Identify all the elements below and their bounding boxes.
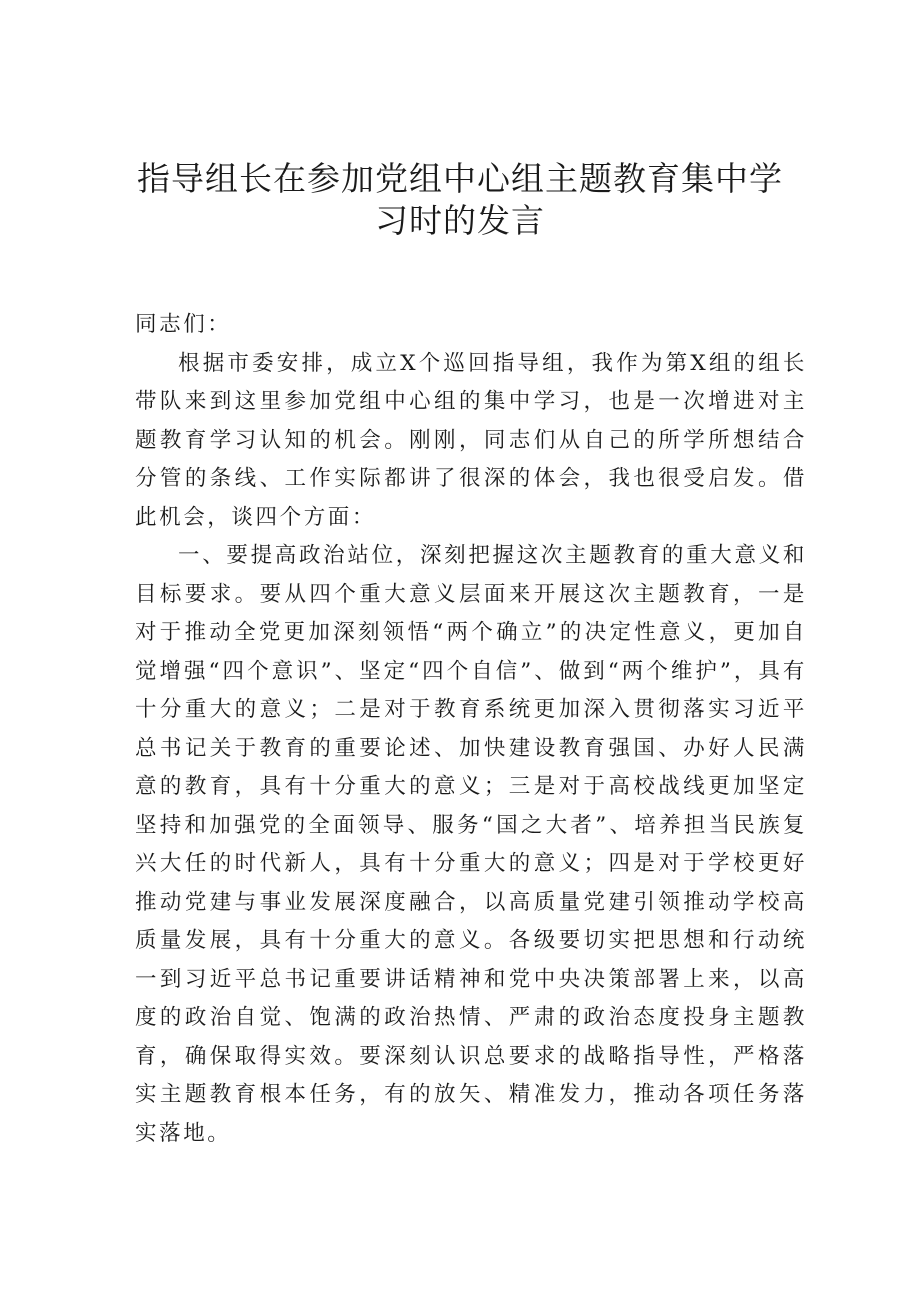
salutation: 同志们： <box>135 312 232 337</box>
paragraph-section-one: 一、要提高政治站位，深刻把握这次主题教育的重大意义和目标要求。要从四个重大意义层面来开展这次主题教育，一是对于推动全党更加深刻领悟“两个确立”的决定性意义，更加自觉增强“四个意识”、坚定“四个自信”、做到“两个维护”，具有十分重大的意义；二是对于教育系统更加深入贯彻落实习近平总书记关于教育的重要论述、加快建设教育强国、办好人民满意的教育，具有十分重大的意义；三是对于高校战线更加坚定坚持和加强党的全面领导、服务“国之大者”、培养担当民族复兴大任的时代新人，具有十分重大的意义；四是对于学校更好推动党建与事业发展深度融合，以高质量党建引领推动学校高质量发展，具有十分重大的意义。各级要切实把思想和行动统一到习近平总书记重要讲话精神和党中央决策部署上来，以高度的政治自觉、饱满的政治热情、严肃的政治态度投身主题教育，确保取得实效。要深刻认识总要求的战略指导性，严格落实主题教育根本任务，有的放矢、精准发力，推动各项任务落实落地。 <box>135 543 807 1146</box>
paragraph-intro: 根据市委安排，成立X个巡回指导组，我作为第X组的组长带队来到这里参加党组中心组的集中学习，也是一次增进对主题教育学习认知的机会。刚刚，同志们从自己的所学所想结合分管的条线、工作实际都讲了很深的体会，我也很受启发。借此机会，谈四个方面： <box>135 350 807 530</box>
document-body <box>135 306 807 1153</box>
document-title: 指导组长在参加党组中心组主题教育集中学习时的发言 <box>137 159 783 240</box>
